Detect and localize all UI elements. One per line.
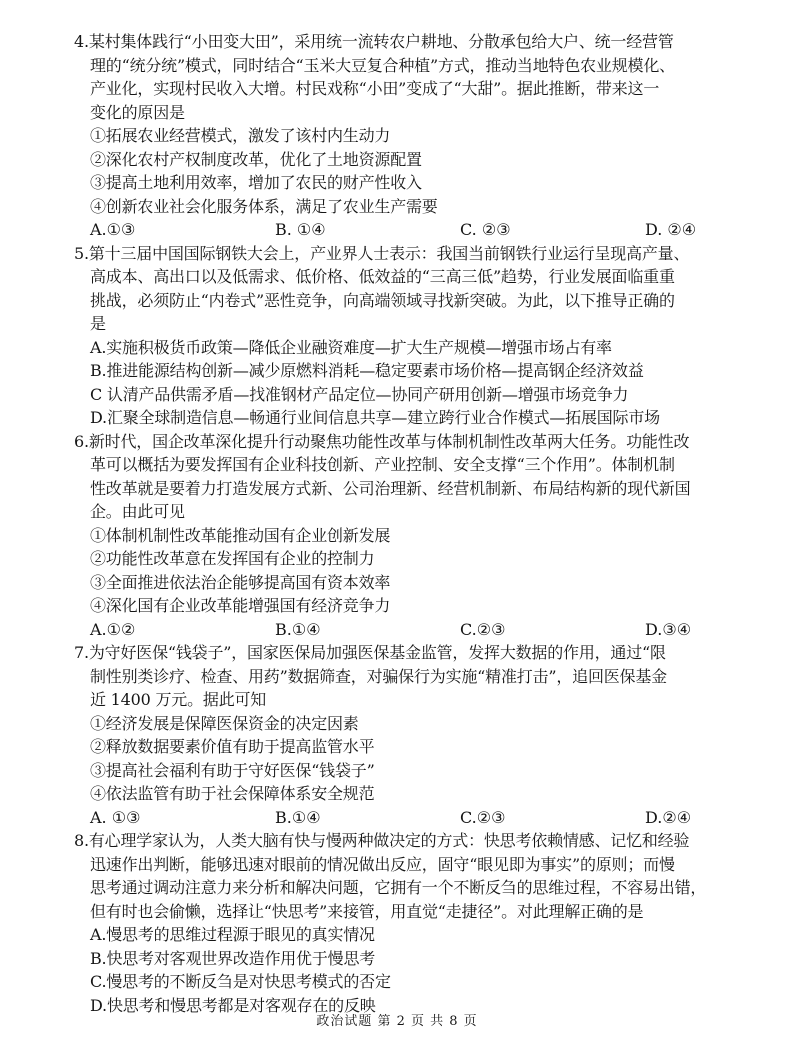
question-stem-line: 是 (90, 314, 106, 333)
statement-line: ①拓展农业经营模式，激发了该村内生动力 (90, 126, 391, 145)
answer-option: D.③④ (645, 619, 692, 639)
statement-line: ④深化国有企业改革能增强国有经济竞争力 (90, 596, 391, 615)
question-stem-line: 高成本、高出口以及低需求、低价格、低效益的“三高三低”趋势，行业发展面临重重 (90, 267, 675, 286)
question-stem-line: 挑战，必须防止“内卷式”恶性竞争，向高端领域寻找新突破。为此，以下推导正确的 (90, 290, 675, 310)
statement-line: D.快思考和慢思考都是对客观存在的反映 (90, 995, 376, 1015)
answer-option: C. ②③ (460, 220, 511, 239)
answer-option: C.②③ (460, 619, 506, 639)
answer-options (90, 618, 750, 642)
statement-line: ①经济发展是保障医保资金的决定因素 (90, 713, 359, 733)
answer-option: B.①④ (275, 619, 321, 639)
statement-line: C 认清产品供需矛盾—找准钢材产品定位—协同产研用创新—增强市场竞争力 (90, 384, 629, 404)
statement-line: ①体制机制性改革能推动国有企业创新发展 (90, 525, 391, 545)
statement-line: ③全面推进依法治企能够提高国有资本效率 (90, 572, 391, 592)
question-stem-line: 但有时也会偷懒，选择让“快思考”来接管，用直觉“走捷径”。对此理解正确的是 (90, 901, 644, 921)
question-stem-line: 企。由此可见 (90, 502, 185, 521)
question-stem-line: 制性别类诊疗、检查、用药”数据筛查，对骗保行为实施“精准打击”，追回医保基金 (90, 666, 667, 686)
question-stem-line: 6.新时代，国企改革深化提升行动聚焦功能性改革与体制机制性改革两大任务。功能性改 (74, 431, 690, 451)
question-stem-line: 7.为守好医保“钱袋子”，国家医保局加强医保基金监管，发挥大数据的作用，通过“限 (74, 643, 666, 662)
answer-option: B.①④ (275, 807, 321, 827)
answer-options (90, 218, 750, 242)
statement-line: C.慢思考的不断反刍是对快思考模式的否定 (90, 972, 391, 991)
statement-line: A.慢思考的思维过程源于眼见的真实情况 (90, 925, 375, 944)
answer-option: D. ②④ (645, 220, 697, 239)
statement-line: ②释放数据要素价值有助于提高监管水平 (90, 737, 375, 756)
answer-option: A.①③ (90, 220, 136, 239)
statement-line: ④依法监管有助于社会保障体系安全规范 (90, 784, 375, 803)
answer-option: C.②③ (460, 807, 506, 827)
question-4 (74, 30, 750, 242)
question-stem-line: 性改革就是要着力打造发展方式新、公司治理新、经营机制新、布局结构新的现代新国 (90, 478, 691, 498)
question-5 (74, 242, 750, 430)
question-stem-line: 产业化，实现村民收入大增。村民戏称“小田”变成了“大甜”。据此推断，带来这一 (90, 79, 660, 98)
answer-option: A. ①③ (90, 807, 141, 827)
question-stem-line: 4.某村集体践行“小田变大田”，采用统一流转农户耕地、分散承包给大户、统一经营管 (74, 32, 674, 51)
answer-option: A.①② (90, 619, 136, 639)
question-list (74, 30, 750, 1017)
statement-line: B.推进能源结构创新—减少原燃料消耗—稳定要素市场价格—提高钢企经济效益 (90, 361, 644, 380)
statement-line: ②功能性改革意在发挥国有企业的控制力 (90, 549, 375, 568)
question-stem-line: 5.第十三届中国国际钢铁大会上，产业界人士表示：我国当前钢铁行业运行呈现高产量、 (74, 243, 690, 263)
question-8 (74, 829, 750, 1017)
question-stem-line: 近 1400 万元。据此可知 (90, 690, 267, 709)
answer-option: D.②④ (645, 807, 692, 827)
statement-line: B.快思考对客观世界改造作用优于慢思考 (90, 948, 376, 968)
answer-option: B. ①④ (275, 220, 326, 239)
question-stem-line: 迅速作出判断，能够迅速对眼前的情况做出反应，固守“眼见即为事实”的原则；而慢 (90, 854, 675, 874)
statement-line: D.汇聚全球制造信息—畅通行业间信息共享—建立跨行业合作模式—拓展国际市场 (90, 408, 660, 427)
page-footer: 政治试题 第 2 页 共 8 页 (316, 1014, 478, 1029)
statement-line: ③提高土地利用效率，增加了农民的财产性收入 (90, 173, 422, 192)
question-7 (74, 641, 750, 829)
question-stem-line: 革可以概括为要发挥国有企业科技创新、产业控制、安全支撑“三个作用”。体制机制 (90, 455, 675, 474)
question-stem-line: 思考通过调动注意力来分析和解决问题，它拥有一个不断反刍的思维过程，不容易出错， (90, 878, 707, 897)
question-stem-line: 理的“统分统”模式，同时结合“玉米大豆复合种植”方式，推动当地特色农业规模化、 (90, 55, 675, 75)
answer-options (90, 806, 750, 830)
statement-line: ④创新农业社会化服务体系，满足了农业生产需要 (90, 196, 438, 216)
question-6 (74, 430, 750, 642)
question-stem-line: 8.有心理学家认为，人类大脑有快与慢两种做决定的方式：快思考依赖情感、记忆和经验 (74, 831, 690, 850)
statement-line: A.实施积极货币政策—降低企业融资难度—扩大生产规模—增强市场占有率 (90, 337, 612, 357)
statement-line: ②深化农村产权制度改革，优化了土地资源配置 (90, 149, 422, 169)
question-stem-line: 变化的原因是 (90, 102, 185, 122)
statement-line: ③提高社会福利有助于守好医保“钱袋子” (90, 760, 375, 780)
